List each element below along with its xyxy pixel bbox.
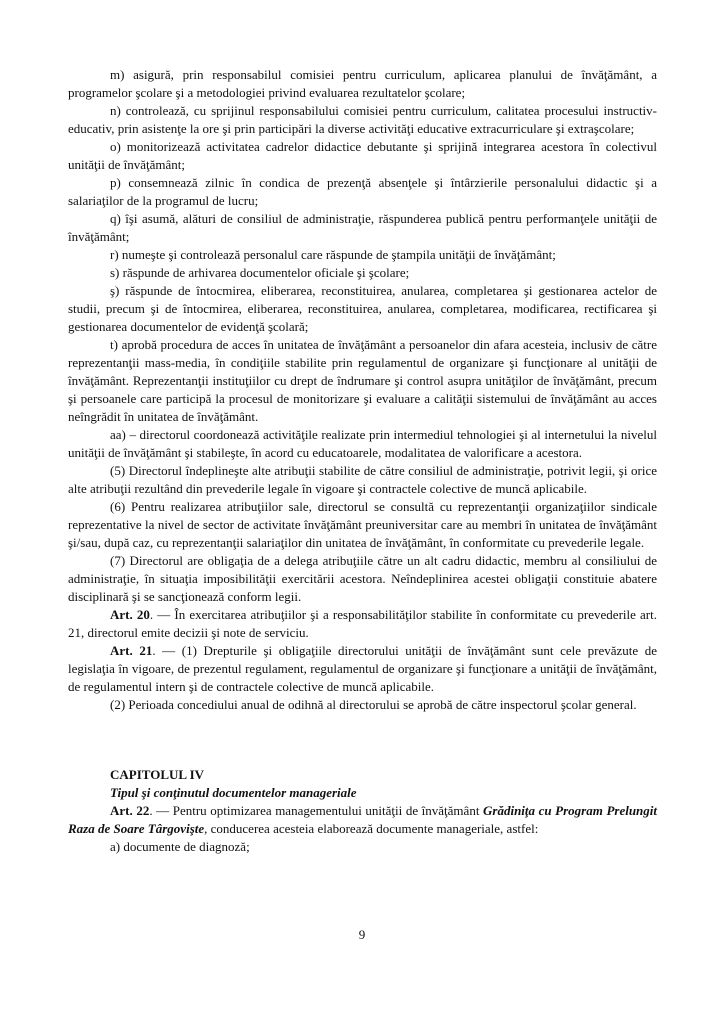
article-22-item-a: a) documente de diagnoză; (110, 839, 250, 854)
article-20 (68, 606, 657, 642)
paragraph-s: s) răspunde de arhivarea documentelor oficiale şi şcolare; (110, 265, 410, 280)
paragraph-p: p) consemnează zilnic în condica de prezenţă absenţele şi întârzierile personalului didactic şi a salariaţilor de la programul de lucru; (68, 175, 657, 208)
article-20-text: . — În exercitarea atribuţiilor şi a responsabilităţilor stabilite în conformitate cu prevederile art. 21, directorul emite decizii şi note de serviciu. (68, 607, 657, 640)
article-21-text: . — (1) Drepturile şi obligaţiile directorului unităţii de învăţământ sunt cele prevăzute de legislaţia în vigoare, de prezentul regulament, regulamentul de organizare şi funcţionare a unităţii de învăţământ, de regulamentul intern şi de contractele colective de muncă aplicabile. (68, 643, 657, 694)
paragraph-n: n) controlează, cu sprijinul responsabilului comisiei pentru curriculum, calitatea procesului instructiv-educativ, prin asistenţe la ore şi prin participări la diverse activităţi educative extracurriculare şi extraşcolare; (68, 103, 657, 136)
article-22-text-before: . — Pentru optimizarea managementului unităţii de învăţământ (149, 803, 484, 818)
paragraph-6: (6) Pentru realizarea atribuţiilor sale, directorul se consultă cu reprezentanţii organizaţiilor sindicale reprezentative la nivel de sector de activitate învăţământ preuniversitar care au membri în unitatea de învăţământ şi/sau, după caz, cu reprezentanţii salariaţilor din unitatea de învăţământ, în conformitate cu prevederile legale. (68, 499, 657, 550)
paragraph-aa: aa) – directorul coordonează activităţile realizate prin intermediul tehnologiei şi al internetului la nivelul unităţii de învăţământ şi stabileşte, în acord cu educatoarele, modalitatea de valorificare a acestora. (68, 427, 657, 460)
page-number: 9 (358, 927, 366, 942)
article-21 (68, 642, 657, 696)
paragraph-q: q) îşi asumă, alături de consiliul de administraţie, răspunderea publică pentru performanţele unităţii de învăţământ; (68, 211, 657, 244)
chapter-subtitle: Tipul şi conţinutul documentelor manageriale (110, 785, 357, 800)
paragraph-o: o) monitorizează activitatea cadrelor didactice debutante şi sprijină integrarea acestora în colectivul unităţii de învăţământ; (68, 139, 657, 172)
article-20-label: Art. 20 (110, 607, 150, 622)
paragraph-5: (5) Directorul îndeplineşte alte atribuţii stabilite de către consiliul de administraţie, potrivit legii, şi orice alte atribuţii rezultând din prevederile legale în vigoare şi contractele colective de muncă aplicabile. (68, 463, 657, 496)
paragraph-m: m) asigură, prin responsabilul comisiei pentru curriculum, aplicarea planului de învăţământ, a programelor şcolare şi a metodologiei privind evaluarea rezultatelor şcolare; (68, 67, 657, 100)
paragraph-s-cedilla: ş) răspunde de întocmirea, eliberarea, reconstituirea, anularea, completarea şi gestionarea actelor de studii, precum şi de întocmirea, eliberarea, reconstituirea, anularea, completarea, modificarea, rectificarea şi gestionarea documentelor de evidenţă şcolară; (68, 283, 657, 334)
section-gap (68, 714, 657, 766)
article-22 (68, 802, 657, 838)
paragraph-r: r) numeşte şi controlează personalul care răspunde de ştampila unităţii de învăţământ; (110, 247, 556, 262)
article-22-label: Art. 22 (110, 803, 150, 818)
document-page (68, 66, 657, 856)
chapter-title: CAPITOLUL IV (110, 767, 205, 782)
article-21-paragraph-2: (2) Perioada concediului anual de odihnă al directorului se aprobă de către inspectorul şcolar general. (110, 697, 637, 712)
institution-name: Grădiniţa cu Program Prelungit Raza de Soare Târgovişte (68, 803, 658, 836)
paragraph-t: t) aprobă procedura de acces în unitatea de învăţământ a persoanelor din afara acesteia, inclusiv de către reprezentanţii mass-media, în condiţiile stabilite prin regulamentul de organizare şi funcţionare al unităţii de învăţământ. Reprezentanţii instituţiilor cu drept de îndrumare şi control asupra unităţilor de învăţământ, precum şi persoanele care participă la procesul de monitorizare şi evaluare a calităţii sistemului de învăţământ au acces neîngrădit în unitatea de învăţământ. (68, 337, 657, 424)
article-22-text-after: , conducerea acesteia elaborează documente manageriale, astfel: (204, 821, 539, 836)
article-21-label: Art. 21 (110, 643, 153, 658)
paragraph-7: (7) Directorul are obligaţia de a delega atribuţiile către un alt cadru didactic, membru al consiliului de administraţie, în situaţia imposibilităţii exercitării acestora. Neîndeplinirea acestei obligaţii constituie abatere disciplinară şi se sancţionează conform legii. (68, 553, 657, 604)
